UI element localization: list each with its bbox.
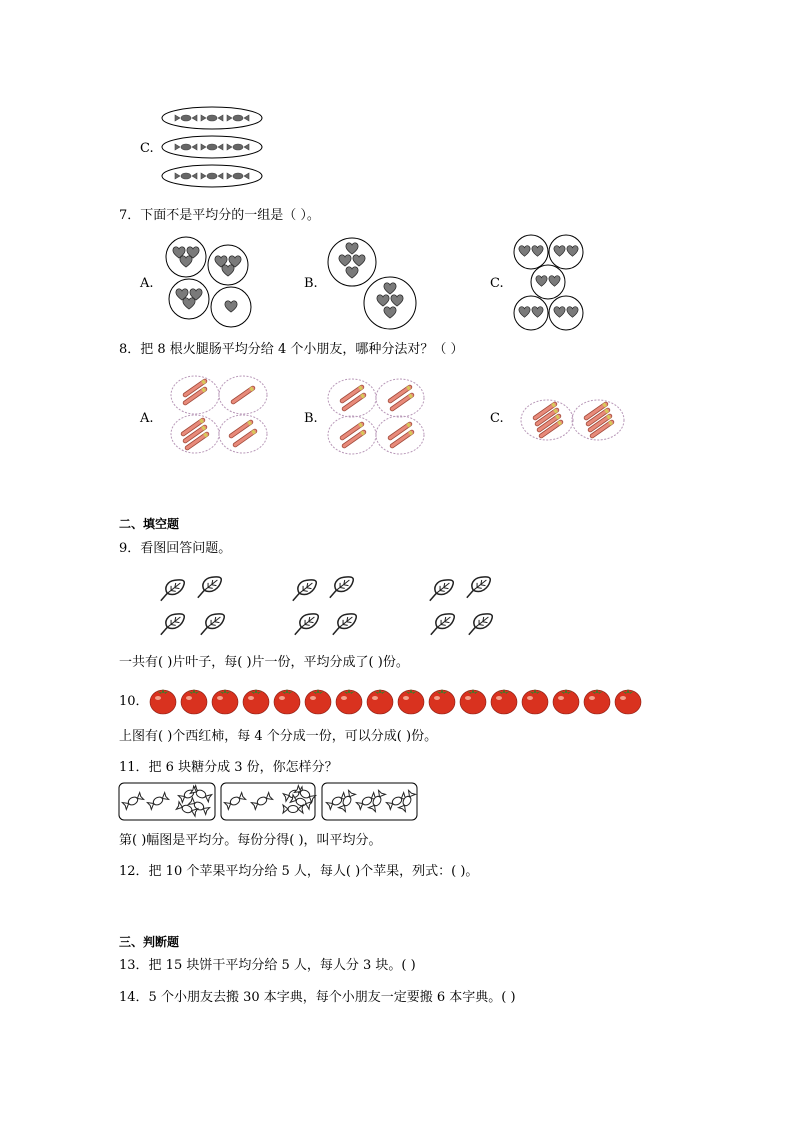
q8-question: 8．把 8 根火腿肠平均分给 4 个小朋友，哪种分法对？（ ） xyxy=(119,342,464,357)
q8-option-a-label: A. xyxy=(140,411,154,426)
q10-answer-line: 上图有( )个西红柿，每 4 个分成一份，可以分成( )份。 xyxy=(119,729,438,744)
q11-question: 11．把 6 块糖分成 3 份，你怎样分？ xyxy=(119,760,338,775)
q7-option-a-label: A. xyxy=(140,276,154,291)
q8-option-c-label: C. xyxy=(490,411,504,426)
q11-answer-line: 第( )幅图是平均分。每份分得( )，叫平均分。 xyxy=(119,833,382,848)
q11-box-3 xyxy=(322,783,417,820)
section-title-true-false: 三、判断题 xyxy=(119,935,180,949)
q11-box-1 xyxy=(119,783,215,820)
q9-answer-line: 一共有( )片叶子，每( )片一份，平均分成了( )份。 xyxy=(119,655,409,670)
q13-question: 13．把 15 块饼干平均分给 5 人，每人分 3 块。( ) xyxy=(119,958,416,973)
q6-option-c-label: C. xyxy=(140,141,154,156)
q8-option-b-label: B. xyxy=(304,411,318,426)
q9-question: 9．看图回答问题。 xyxy=(119,541,232,556)
section-title-fill-in: 二、填空题 xyxy=(119,517,180,531)
q7-option-b-label: B. xyxy=(304,276,318,291)
q11-box-2 xyxy=(221,783,316,820)
q7-option-c-label: C. xyxy=(490,276,504,291)
q10-label: 10． xyxy=(119,694,149,709)
q7-question: 7．下面不是平均分的一组是（ ）。 xyxy=(119,208,320,223)
q12-question: 12．把 10 个苹果平均分给 5 人，每人( )个苹果，列式：( )。 xyxy=(119,864,479,879)
q14-question: 14．5 个小朋友去搬 30 本字典，每个小朋友一定要搬 6 本字典。( ) xyxy=(119,990,516,1005)
